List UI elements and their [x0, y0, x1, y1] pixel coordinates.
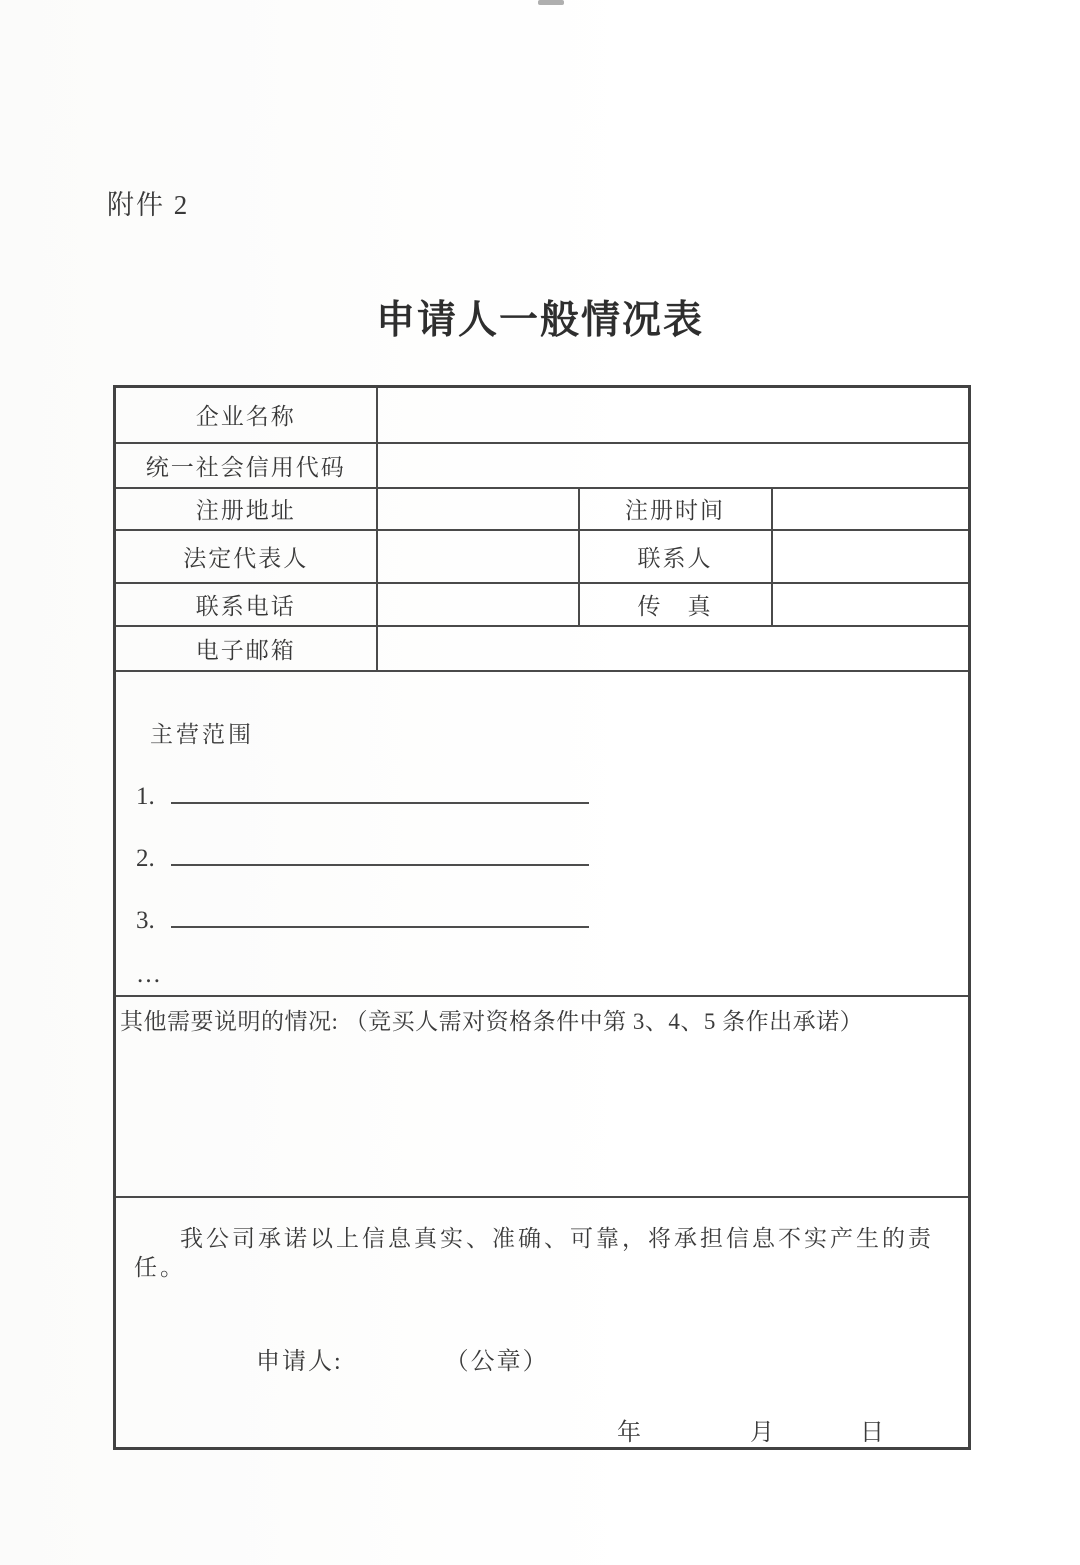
commitment-row [115, 1197, 970, 1449]
date-month-label: 月 [750, 1420, 774, 1447]
scope-item-number: 2. [136, 844, 155, 872]
table-row [115, 488, 970, 530]
other-notes-cell [115, 996, 970, 1197]
scope-item-number: 1. [136, 782, 155, 810]
scan-artifact [538, 0, 564, 5]
field-value-contact-phone [377, 583, 579, 626]
field-value-registration-time [772, 488, 970, 530]
table-row [115, 387, 970, 443]
field-value-registered-address [377, 488, 579, 530]
field-value-contact-person [772, 530, 970, 583]
scope-blank-line [171, 840, 589, 866]
applicant-info-table [113, 385, 971, 1450]
field-label-registration-time: 注册时间 [579, 488, 772, 530]
field-value-company-name [377, 387, 970, 443]
field-value-credit-code [377, 443, 970, 488]
field-label-contact-phone: 联系电话 [115, 583, 377, 626]
business-scope-row [115, 671, 970, 996]
scope-item-1 [136, 778, 968, 811]
table-row [115, 626, 970, 671]
declaration-text: 我公司承诺以上信息真实、准确、可靠，将承担信息不实产生的责任。 [134, 1225, 934, 1281]
other-notes-text: 其他需要说明的情况: （竞买人需对资格条件中第 3、4、5 条作出承诺） [120, 1008, 864, 1034]
field-value-fax [772, 583, 970, 626]
field-label-email: 电子邮箱 [115, 626, 377, 671]
scope-item-2 [136, 840, 968, 873]
scope-blank-line [171, 902, 589, 928]
page-title: 申请人一般情况表 [375, 299, 704, 342]
date-year-label: 年 [617, 1420, 641, 1447]
field-label-fax: 传 真 [579, 583, 772, 626]
applicant-label: 申请人: [256, 1349, 343, 1376]
field-label-credit-code: 统一社会信用代码 [115, 443, 377, 488]
date-line [134, 1412, 954, 1447]
scope-blank-line [171, 778, 589, 804]
table-row [115, 530, 970, 583]
table-row [115, 583, 970, 626]
scope-ellipsis: … [136, 960, 163, 988]
applicant-signature-line [134, 1341, 954, 1376]
date-day-label: 日 [860, 1420, 884, 1447]
field-value-legal-representative [377, 530, 579, 583]
business-scope-label: 主营范围 [150, 721, 254, 747]
business-scope-cell [115, 671, 970, 996]
field-value-email [377, 626, 970, 671]
attachment-label: 附件 2 [107, 190, 190, 220]
field-label-registered-address: 注册地址 [115, 488, 377, 530]
commitment-cell [115, 1197, 970, 1449]
scope-item-3 [136, 902, 968, 935]
other-notes-row [115, 996, 970, 1197]
scope-item-number: 3. [136, 906, 155, 934]
field-label-contact-person: 联系人 [579, 530, 772, 583]
field-label-legal-representative: 法定代表人 [115, 530, 377, 583]
seal-label: （公章） [444, 1349, 549, 1376]
field-label-company-name: 企业名称 [115, 387, 377, 443]
table-row [115, 443, 970, 488]
